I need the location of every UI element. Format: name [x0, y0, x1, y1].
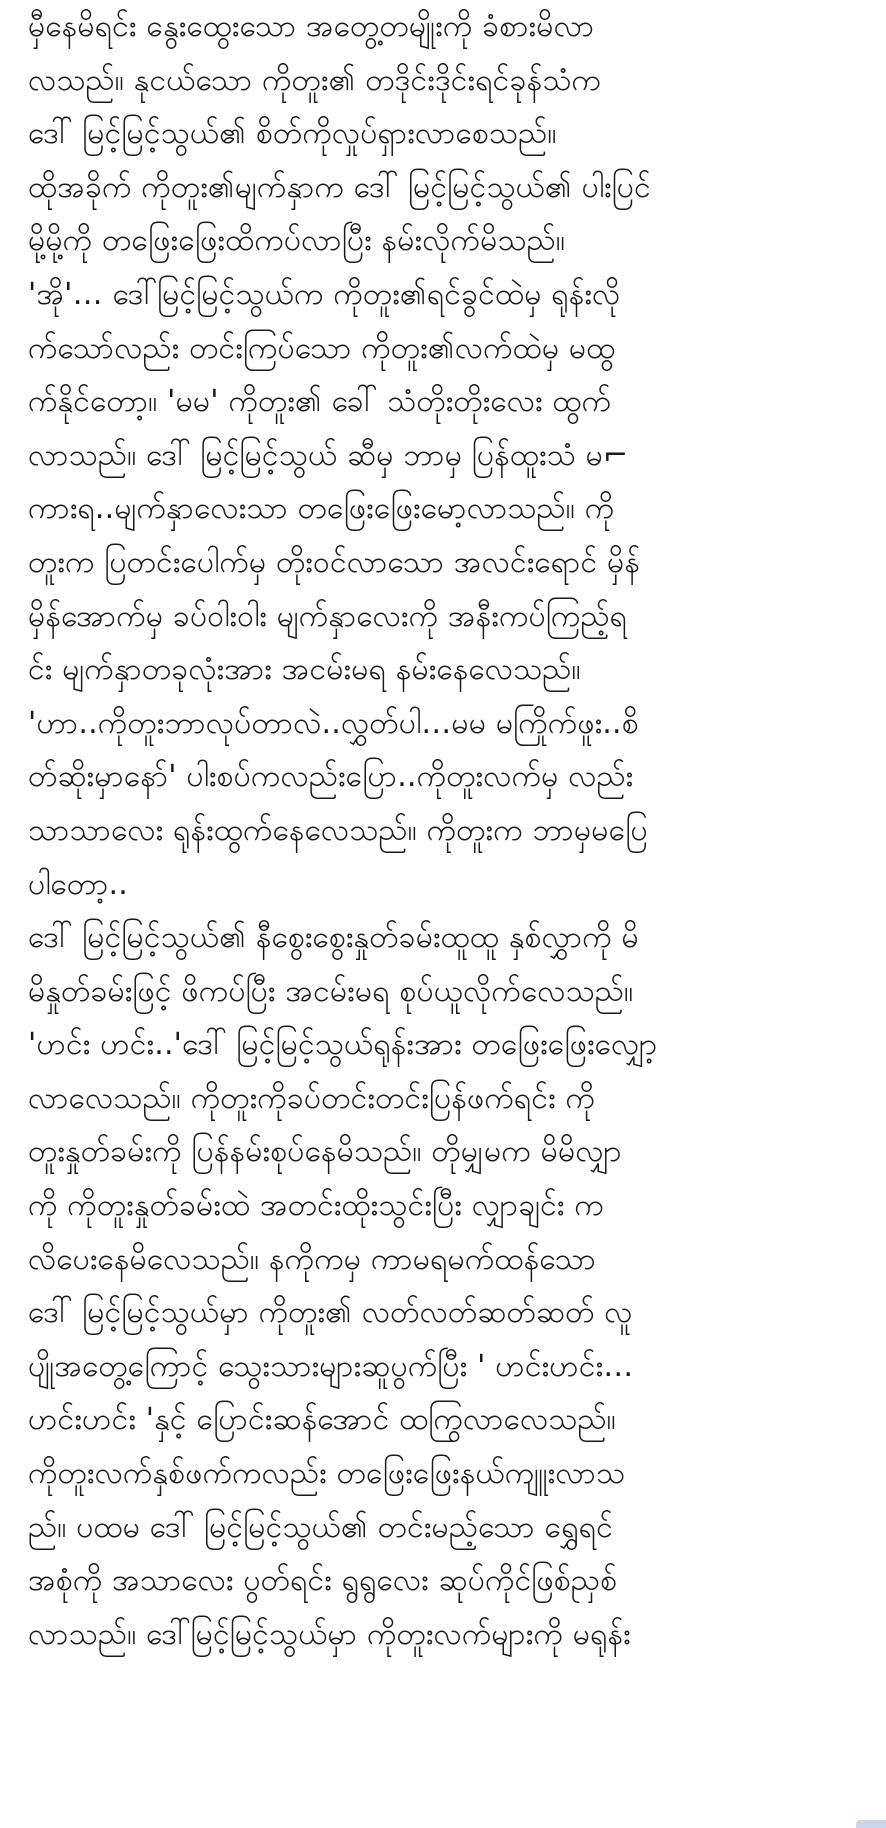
corner-accent — [856, 1820, 886, 1828]
text-line: တူးက ပြတင်းပေါက်မှ တိုးဝင်လာသော အလင်းရောင် မှိန် — [28, 544, 641, 580]
text-line: 'ဟာ..ကိုတူးဘာလုပ်တာလဲ..လွှတ်ပါ…မမ မကြိုက်ဖူး..စိ — [28, 705, 639, 741]
text-line: မို့မို့ကို တဖြေးဖြေးထိကပ်လာပြီး နမ်းလိုက်မိသည်။ — [28, 223, 566, 259]
text-line: သာသာလေး ရုန်းထွက်နေလေသည်။ ကိုတူးက ဘာမှမပြေ — [28, 812, 648, 848]
text-line: ဟင်းဟင်း 'နှင့် ပြောင်းဆန်အောင် ထကြွလာလေသည်။ — [28, 1402, 616, 1438]
text-line: အစုံကို အသာလေး ပွတ်ရင်း ရွရွလေး ဆုပ်ကိုင်ဖြစ်ညှစ် — [28, 1563, 618, 1599]
text-line: ကို ကိုတူးနှုတ်ခမ်းထဲ အတင်းထိုးသွင်းပြီး လျှာချင်း က — [28, 1188, 604, 1224]
text-line: ပျိုအတွေ့ကြောင့် သွေးသားများဆူပွက်ပြီး ' ဟင်းဟင်း… — [28, 1348, 634, 1384]
text-line: ဒေါ် မြင့်မြင့်သွယ်၏ နီစွေးစွေးနှုတ်ခမ်းထူထူ နှစ်လွှာကို မိ — [28, 920, 639, 956]
text-line: ထိုအခိုက် ကိုတူး၏မျက်နှာက ဒေါ် မြင့်မြင့်သွယ်၏ ပါးပြင် — [28, 169, 651, 205]
text-line: လာသည်။ ဒေါ်မြင့်မြင့်သွယ်မှာ ကိုတူးလက်များကို မရုန်း — [28, 1616, 631, 1652]
text-line: က်နိုင်တော့။ 'မမ' ကိုတူး၏ ခေါ် သံတိုးတိုးလေး ထွက် — [28, 384, 612, 420]
text-line: ည်။ ပထမ ဒေါ် မြင့်မြင့်သွယ်၏ တင်းမည့်သော ရွှေရင် — [28, 1509, 614, 1545]
text-line: တ်ဆိုးမှာနော်' ပါးစပ်ကလည်းပြော..ကိုတူးလက်မှ လည်း — [28, 759, 634, 795]
text-line: မိနှုတ်ခမ်းဖြင့် ဖိကပ်ပြီး အငမ်းမရ စုပ်ယူလိုက်လေသည်။ — [28, 973, 634, 1009]
text-line: လသည်။ နုငယ်သော ကိုတူး၏ တဒိုင်းဒိုင်းရင်ခုန်သံက — [28, 62, 602, 98]
text-line: လာလေသည်။ ကိုတူးကိုခပ်တင်းတင်းပြန်ဖက်ရင်း ကို — [28, 1080, 596, 1116]
text-line: ကိုတူးလက်နှစ်ဖက်ကလည်း တဖြေးဖြေးနယ်ကျူးလာသ — [28, 1456, 626, 1492]
text-line: 'ဟင်း ဟင်း..'ဒေါ် မြင့်မြင့်သွယ်ရုန်းအား တဖြေးဖြေးလျှော့ — [28, 1027, 658, 1063]
text-line: လာသည်။ ဒေါ် မြင့်မြင့်သွယ် ဆီမှ ဘာမှ ပြန်ထူးသံ မ⌐ — [28, 437, 629, 473]
story-text — [28, 0, 874, 1661]
text-line: င်း မျက်နှာတခုလုံးအား အငမ်းမရ နမ်းနေလေသည်။ — [28, 652, 581, 688]
text-line: မှိန်အောက်မှ ခပ်ဝါးဝါး မျက်နှာလေးကို အနီးကပ်ကြည့်ရ — [28, 598, 628, 634]
text-line: က်သော်လည်း တင်းကြပ်သော ကိုတူး၏လက်ထဲမှ မထွ — [28, 330, 616, 366]
text-line: ဒေါ် မြင့်မြင့်သွယ်မှာ ကိုတူး၏ လတ်လတ်ဆတ်ဆတ် လူ — [28, 1295, 633, 1331]
text-line: ဒေါ် မြင့်မြင့်သွယ်၏ စိတ်ကိုလှုပ်ရှားလာစေသည်။ — [28, 116, 557, 152]
text-line: ကားရ..မျက်နှာလေးသာ တဖြေးဖြေးမော့လာသည်။ ကို — [28, 491, 615, 527]
text-line: ပါတော့.. — [28, 866, 128, 902]
text-line: တူးနှုတ်ခမ်းကို ပြန်နမ်းစုပ်နေမိသည်။ တိုမျှမက မိမိလျှာ — [28, 1134, 622, 1170]
text-line: 'အို'… ဒေါ်မြင့်မြင့်သွယ်က ကိုတူး၏ရင်ခွင်ထဲမှ ရုန်းလို — [28, 276, 621, 312]
text-line: လိပေးနေမိလေသည်။ နကိုကမှ ကာမရမက်ထန်သော — [28, 1241, 596, 1277]
text-line: မှီနေမိရင်း နွေးထွေးသော အတွေ့တမျိုးကို ခံစားမိလာ — [28, 9, 595, 44]
